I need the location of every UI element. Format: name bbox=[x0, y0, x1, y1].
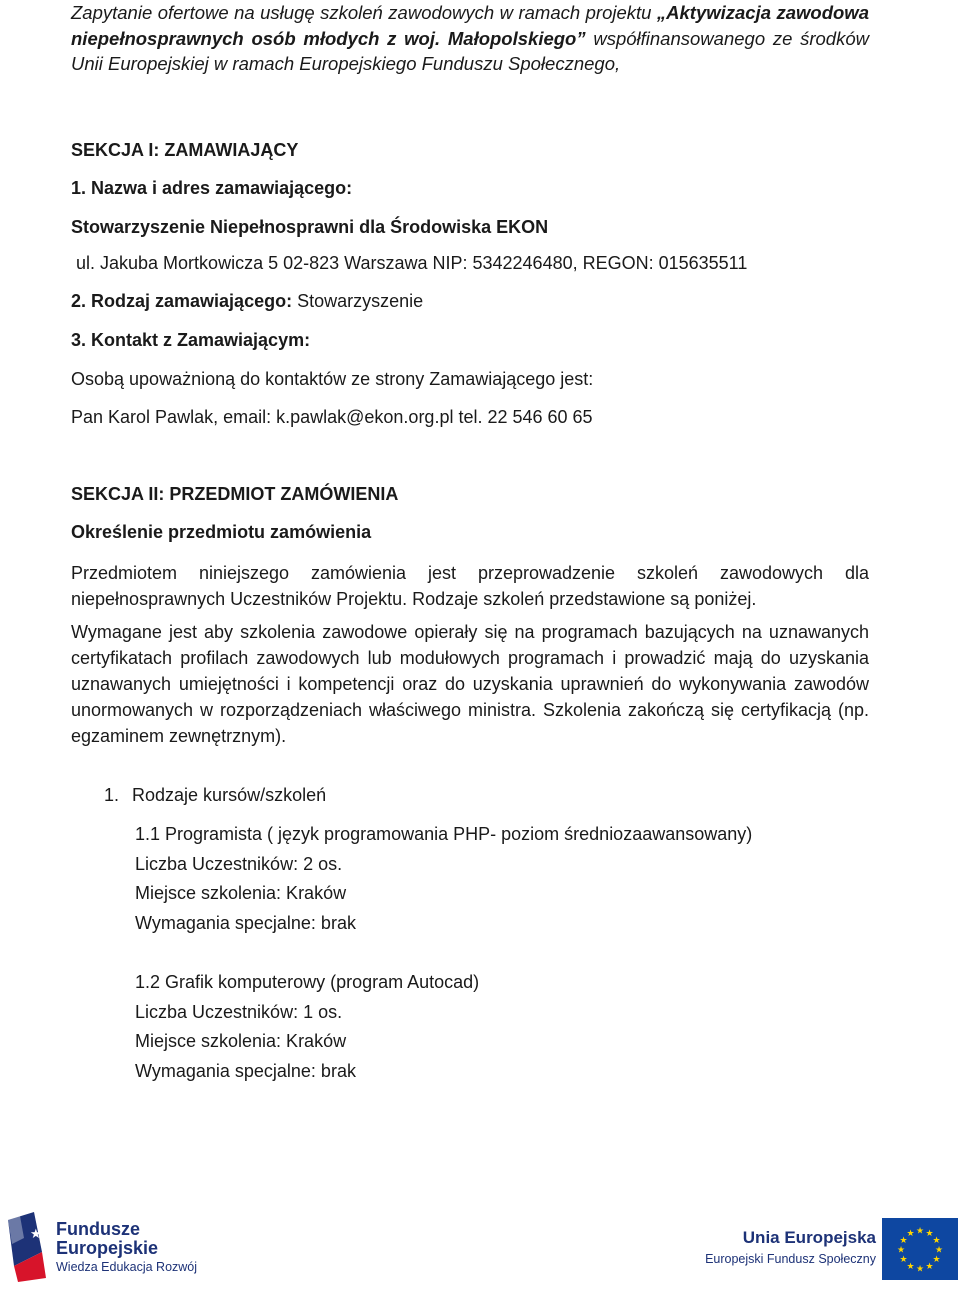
section1-title: SEKCJA I: ZAMAWIAJĄCY bbox=[71, 140, 299, 160]
eu-star-icon: ★ bbox=[925, 1262, 934, 1272]
eu-star-icon: ★ bbox=[906, 1262, 915, 1272]
fundusze-europejskie-logo bbox=[6, 1208, 206, 1284]
section2-title: SEKCJA II: PRZEDMIOT ZAMÓWIENIA bbox=[71, 484, 399, 504]
intro-text-end: współfinansowanego ze środków Unii Europejskiej w ramach Europejskiego Funduszu Społecznego, bbox=[71, 27, 869, 74]
svg-text:★: ★ bbox=[30, 1226, 42, 1241]
intro-text-start: Zapytanie ofertowe na usługę szkoleń zawodowych w ramach projektu bbox=[71, 2, 657, 23]
organization-address: ul. Jakuba Mortkowicza 5 02-823 Warszawa NIP: 5342246480, REGON: 015635511 bbox=[76, 253, 748, 273]
eu-star-icon: ★ bbox=[896, 1245, 906, 1256]
eu-star-icon: ★ bbox=[915, 1226, 925, 1237]
eu-star-icon: ★ bbox=[925, 1229, 934, 1239]
contact-person: Pan Karol Pawlak, email: k.pawlak@ekon.org.pl tel. 22 546 60 65 bbox=[71, 407, 593, 427]
section2-subtitle: Określenie przedmiotu zamówienia bbox=[71, 522, 372, 542]
course-title: 1.2 Grafik komputerowy (program Autocad) bbox=[135, 972, 480, 992]
eu-star-icon: ★ bbox=[915, 1264, 925, 1275]
item2-label: 2. Rodzaj zamawiającego: bbox=[71, 291, 293, 311]
item2 bbox=[71, 291, 423, 312]
list-number: 1. bbox=[104, 785, 120, 805]
course-participants: Liczba Uczestników: 2 os. bbox=[135, 853, 343, 874]
fe-line3: Wiedza Edukacja Rozwój bbox=[56, 1260, 198, 1274]
course-item bbox=[135, 968, 479, 1087]
project-name: „Aktywizacja zawodowa niepełnosprawnych osób młodych z woj. Małopolskiego” bbox=[71, 2, 869, 49]
ue-line1: Unia Europejska bbox=[742, 1228, 876, 1247]
course-participants: Liczba Uczestników: 1 os. bbox=[135, 1001, 343, 1022]
eu-star-icon: ★ bbox=[932, 1255, 941, 1265]
intro-paragraph bbox=[71, 0, 869, 77]
eu-star-icon: ★ bbox=[932, 1236, 941, 1246]
eu-star-icon: ★ bbox=[906, 1229, 915, 1239]
course-requirements: Wymagania specjalne: brak bbox=[135, 1061, 356, 1082]
item2-value: Stowarzyszenie bbox=[292, 291, 424, 311]
fe-line1: Fundusze bbox=[56, 1219, 140, 1239]
course-place: Miejsce szkolenia: Kraków bbox=[135, 883, 347, 904]
list-title: Rodzaje kursów/szkoleń bbox=[132, 785, 327, 805]
fe-line2: Europejskie bbox=[56, 1238, 159, 1258]
subject-paragraph: Przedmiotem niniejszego zamówienia jest przeprowadzenie szkoleń zawodowych dla niepełnosprawnych Uczestników Projektu. Rodzaje szkoleń przedstawione są poniżej. bbox=[71, 563, 869, 609]
unia-europejska-logo bbox=[705, 1218, 958, 1280]
item1-label: 1. Nazwa i adres zamawiającego: bbox=[71, 178, 353, 198]
eu-star-icon: ★ bbox=[899, 1255, 908, 1265]
eu-star-icon: ★ bbox=[934, 1245, 944, 1256]
ue-line2: Europejski Fundusz Społeczny bbox=[705, 1252, 876, 1266]
course-requirements: Wymagania specjalne: brak bbox=[135, 913, 356, 934]
eu-flag-icon bbox=[882, 1218, 958, 1280]
organization-name: Stowarzyszenie Niepełnosprawni dla Środowiska EKON bbox=[71, 217, 549, 237]
course-item bbox=[135, 820, 752, 939]
contact-intro: Osobą upoważnioną do kontaktów ze strony Zamawiającego jest: bbox=[71, 369, 594, 389]
course-place: Miejsce szkolenia: Kraków bbox=[135, 1031, 347, 1052]
courses-list-heading bbox=[104, 785, 326, 806]
course-title: 1.1 Programista ( język programowania PHP- poziom średniozaawansowany) bbox=[135, 824, 753, 844]
item3-label: 3. Kontakt z Zamawiającym: bbox=[71, 330, 311, 350]
requirements-paragraph: Wymagane jest aby szkolenia zawodowe opierały się na programach bazujących na uznawanych certyfikatach profilach zawodowych lub modułowych programach i prowadzić mają do uzyskania uznawanych umiejętności i kompetencji oraz do uzyskania uprawnień do wykonywania zawodów unormowanych w rozporządzeniach właściwego ministra. Szkolenia zakończą się certyfikacją (np. egzaminem zewnętrznym). bbox=[71, 622, 869, 746]
footer-logos bbox=[0, 1204, 960, 1284]
eu-star-icon: ★ bbox=[899, 1236, 908, 1246]
